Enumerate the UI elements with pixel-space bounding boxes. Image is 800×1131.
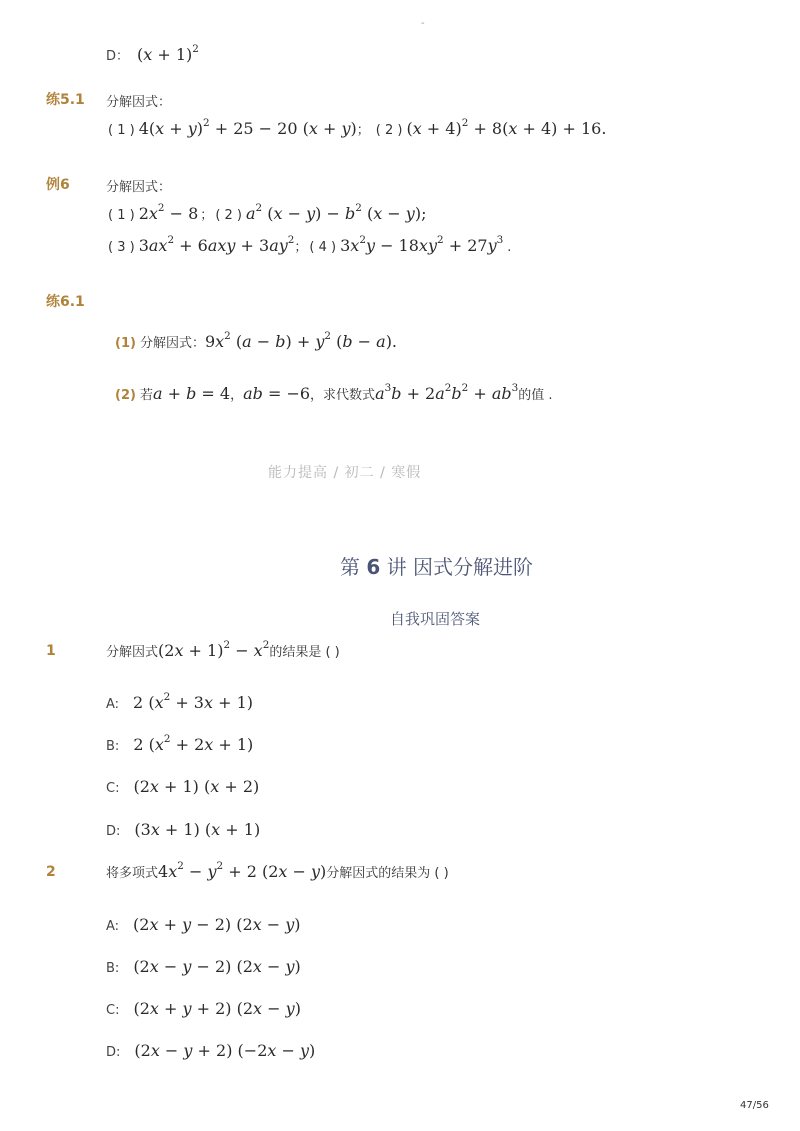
math-expression: $(x + 4)^2 + 8(x + 4) + 16$.	[406, 117, 607, 138]
practice-5-1-problems	[108, 119, 606, 138]
option-letter: D：	[106, 49, 130, 64]
problem-number: ( 1 )	[108, 123, 135, 138]
example-6-row-1	[108, 204, 426, 223]
question-text: 的结果是 ( )	[269, 645, 340, 660]
math-expression: (2x + 1) (x + 2)	[133, 777, 260, 796]
math-expression: (2x + y − 2) (2x − y)	[133, 915, 301, 934]
option-letter: D:	[106, 824, 121, 839]
problem-number: ( 3 )	[108, 240, 135, 255]
course-footer: 能力提高 / 初二 / 寒假	[268, 465, 422, 481]
math-expression: $3x^2y - 18xy^2 + 27y^3$	[340, 234, 504, 255]
separator: ；	[356, 123, 370, 138]
option-d-previous	[106, 45, 199, 64]
option-letter: B:	[106, 961, 120, 976]
math-expression: ab = −6	[243, 384, 311, 403]
sub-question-text: 分解因式：	[139, 336, 205, 351]
question-2-option-b	[106, 957, 301, 976]
math-expression: (2x + y + 2) (2x − y)	[133, 999, 301, 1018]
question-1-number: 1	[46, 643, 56, 659]
math-expression: $2x^2 - 8$	[138, 202, 199, 223]
sub-question-text: 的值 .	[518, 388, 553, 403]
title-number: 6	[366, 555, 381, 579]
math-expression: $a^2$ $(x - y) - b^2$ (x − y);	[246, 202, 427, 223]
header-mark: -	[421, 18, 425, 29]
math-expression: (2x − y + 2) (−2x − y)	[134, 1041, 316, 1060]
option-letter: D:	[106, 1045, 121, 1060]
math-expression: $3ax^2 + 6axy + 3ay^2$	[138, 234, 295, 255]
question-1-option-a	[106, 693, 253, 712]
math-expression: 2 $(x^2 + 2x + 1)$	[133, 733, 254, 754]
practice-6-1-label: 练6.1	[46, 294, 85, 310]
question-text: 将多项式	[106, 866, 159, 881]
question-1-option-b	[106, 735, 253, 754]
math-expression: $4x^2 - y^2 + 2$ (2x − y)	[158, 860, 327, 881]
question-text: 分解因式的结果为 ( )	[326, 866, 449, 881]
sub-question-text: 若	[139, 388, 153, 403]
sub-question-number: (2)	[115, 388, 136, 403]
practice-5-1-instruction: 分解因式：	[106, 95, 172, 110]
math-expression: (3x + 1) (x + 1)	[134, 820, 261, 839]
title-suffix: 讲 因式分解进阶	[386, 555, 533, 579]
question-2-option-a	[106, 915, 301, 934]
problem-number: ( 1 )	[108, 208, 135, 223]
option-letter: C:	[106, 781, 120, 796]
separator: ；	[294, 240, 308, 255]
math-expression: a + b = 4	[152, 384, 231, 403]
sub-question-text: ，求代数式	[310, 388, 376, 403]
question-1-option-d	[106, 820, 260, 839]
option-letter: B:	[106, 739, 120, 754]
problem-number: ( 2 )	[215, 208, 242, 223]
question-1-option-c	[106, 777, 259, 796]
math-expression: $a^3b + 2a^2b^2 + ab^3$	[375, 382, 519, 403]
option-letter: A:	[106, 697, 120, 712]
period: .	[507, 240, 512, 255]
option-letter: C:	[106, 1003, 120, 1018]
question-2-stem	[106, 862, 449, 881]
example-6-row-2	[108, 236, 511, 255]
math-expression: $9x^2$ $(a - b) + y^2$ (b − a).	[204, 330, 398, 351]
question-1-stem	[106, 641, 340, 660]
option-letter: A:	[106, 919, 120, 934]
separator: ；	[200, 208, 214, 223]
section-title	[340, 551, 533, 580]
math-expression: (2x − y − 2) (2x − y)	[133, 957, 301, 976]
math-expression: $4(x + y)^2 + 25 - 20$ (x + y)	[138, 117, 357, 138]
example-6-instruction: 分解因式：	[106, 180, 172, 195]
math-expression: 2 $(x^2 + 3x + 1)$	[133, 691, 254, 712]
page-number: 47/56	[740, 1100, 769, 1111]
section-subtitle: 自我巩固答案	[390, 610, 481, 628]
question-2-number: 2	[46, 864, 56, 880]
title-prefix: 第	[340, 555, 360, 579]
practice-6-1-q2	[115, 384, 553, 403]
practice-6-1-q1	[115, 332, 397, 351]
problem-number: ( 2 )	[375, 123, 403, 138]
sub-question-number: (1)	[115, 336, 136, 351]
math-expression: $(2x + 1)^2 - x^2$	[158, 639, 270, 660]
practice-5-1-label: 练5.1	[46, 92, 85, 108]
question-2-option-c	[106, 999, 301, 1018]
math-expression: $(x + 1)^2$	[137, 43, 199, 64]
problem-number: ( 4 )	[309, 240, 337, 255]
sub-question-text: ，	[230, 388, 244, 403]
question-text: 分解因式	[106, 645, 159, 660]
example-6-label: 例6	[46, 177, 70, 193]
question-2-option-d	[106, 1041, 315, 1060]
